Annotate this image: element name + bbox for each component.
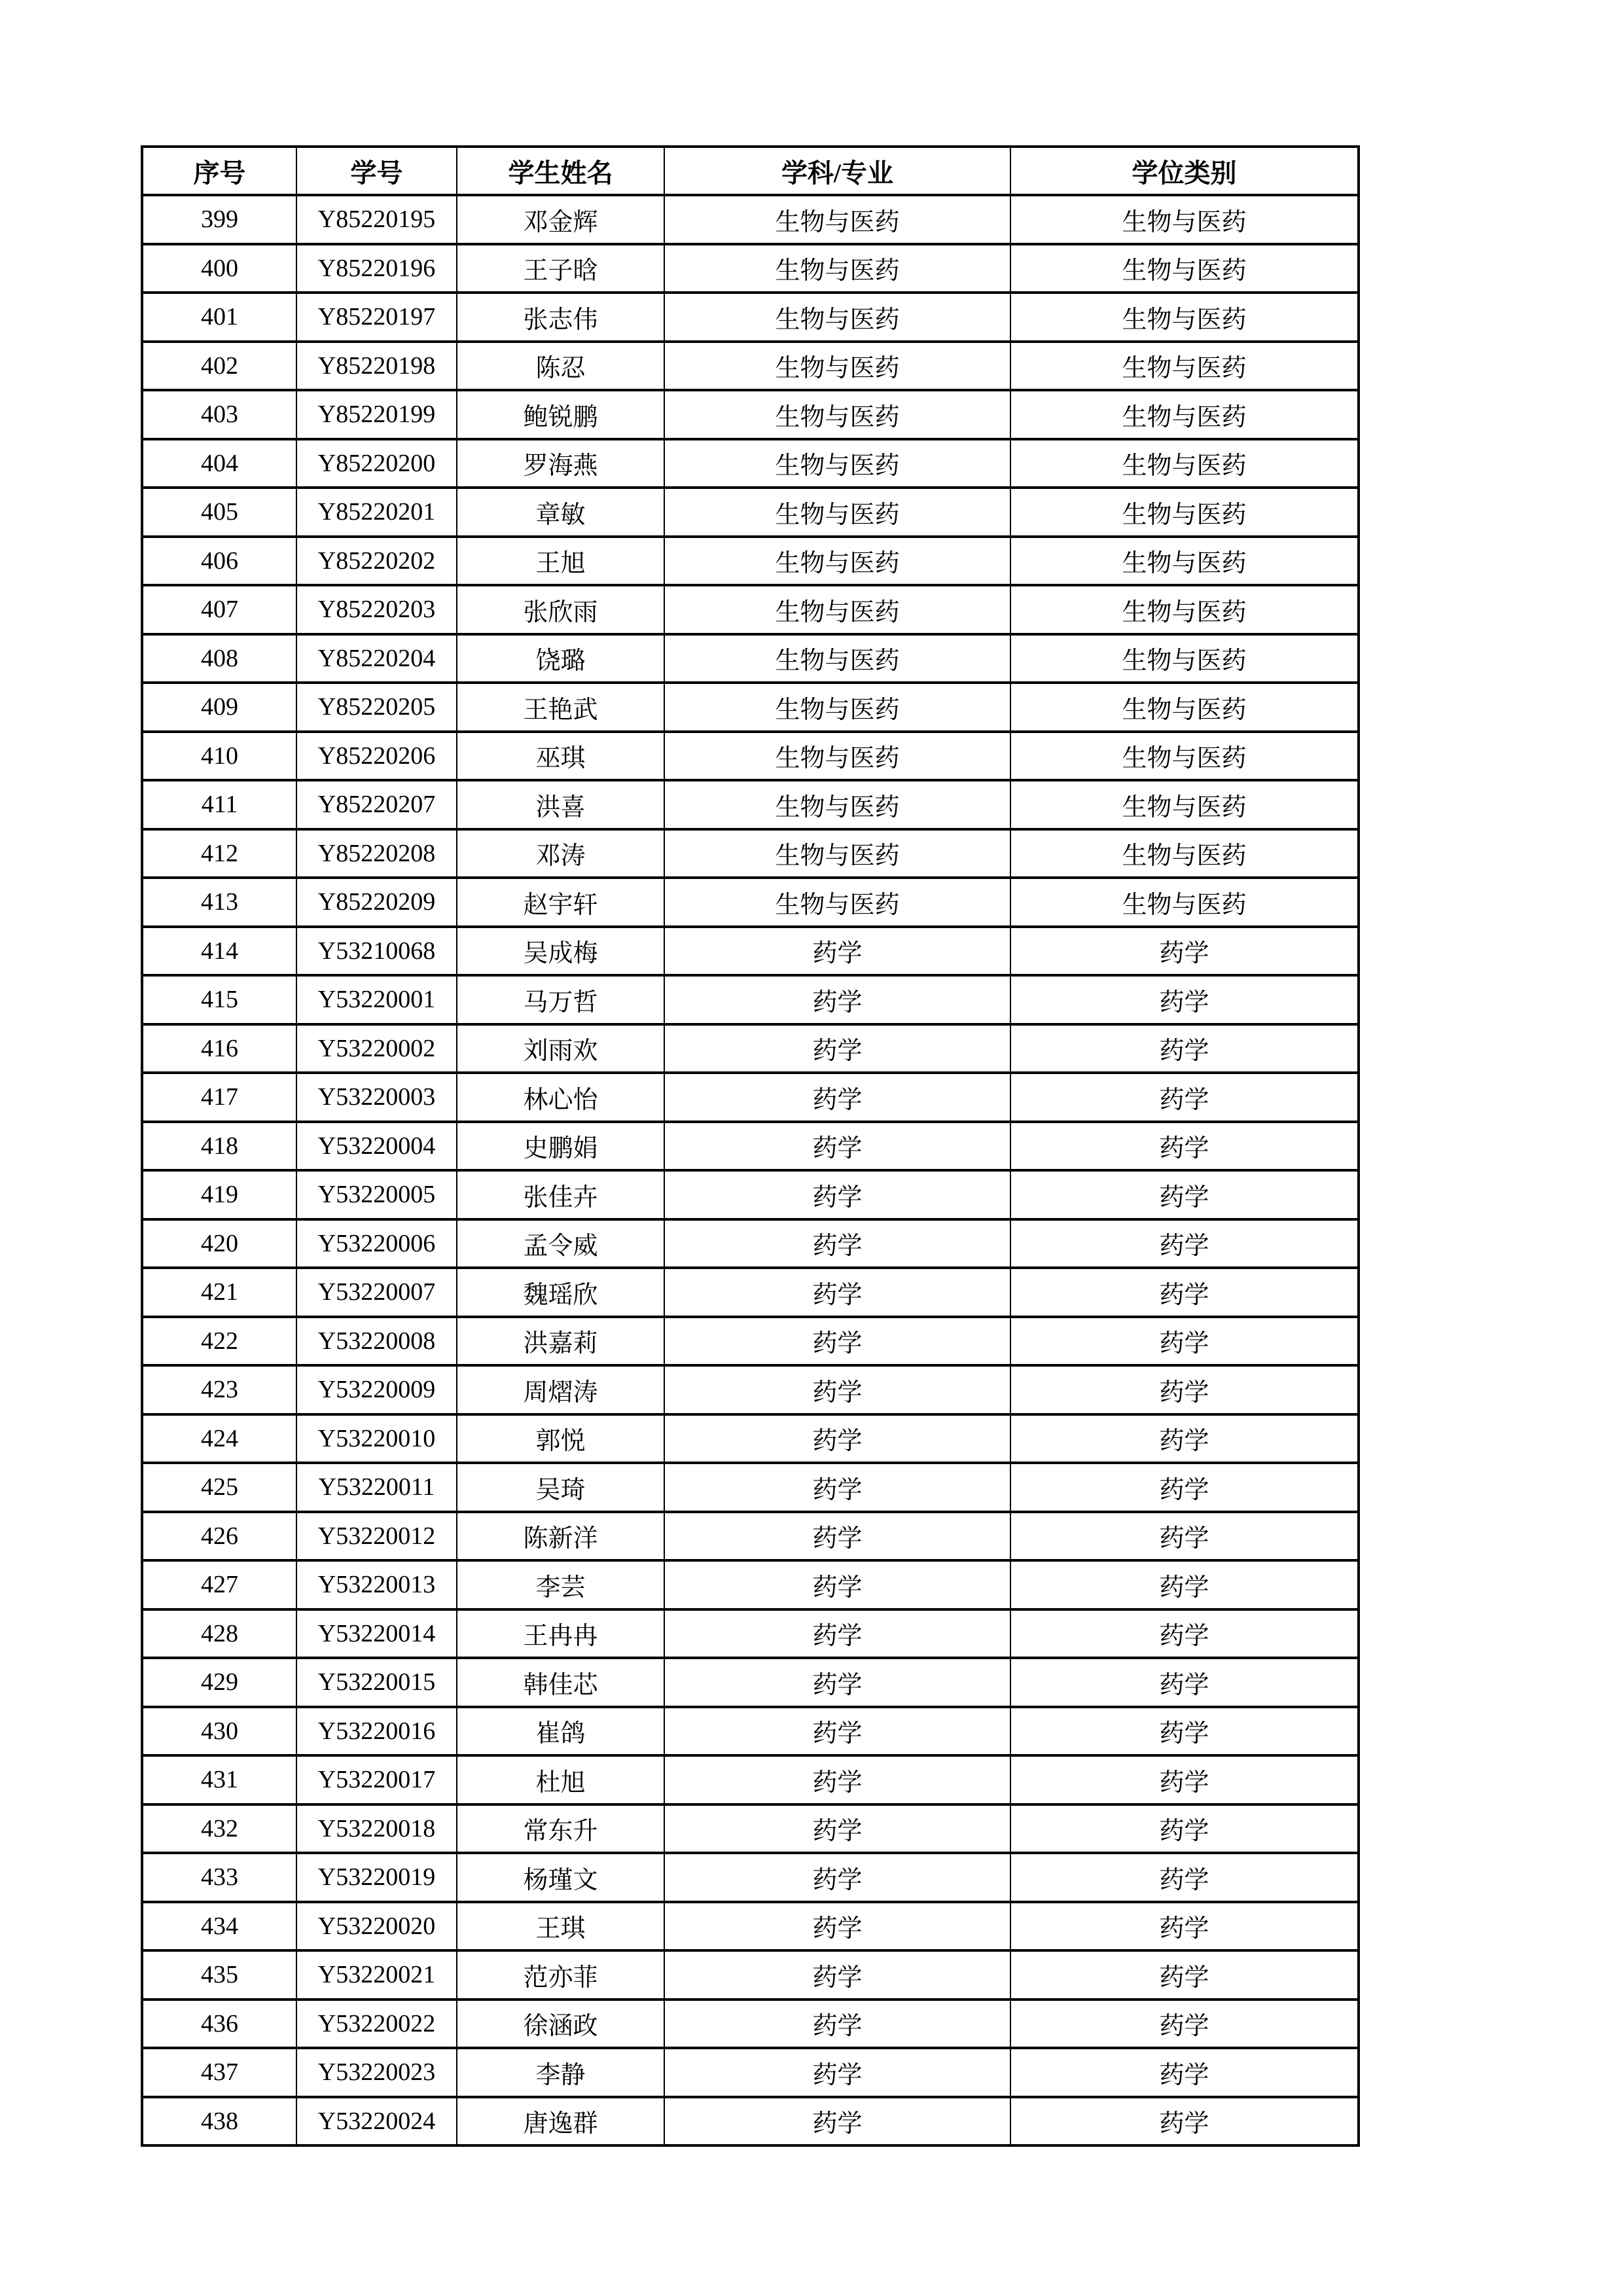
cell-degree-type: 药学: [1010, 1170, 1359, 1219]
cell-degree-type: 药学: [1010, 1219, 1359, 1268]
table-row: [142, 780, 1359, 829]
cell-index: 437: [142, 2048, 296, 2097]
cell-index: 429: [142, 1658, 296, 1707]
cell-index: 432: [142, 1804, 296, 1854]
cell-student-name: 邓金辉: [457, 195, 664, 244]
cell-major: 生物与医药: [664, 634, 1010, 683]
cell-index: 414: [142, 927, 296, 976]
cell-index: 425: [142, 1463, 296, 1512]
header-cell-student-name: 学生姓名: [457, 147, 664, 195]
cell-student-name: 吴成梅: [457, 927, 664, 976]
table-row: [142, 1317, 1359, 1366]
table-row: [142, 683, 1359, 732]
cell-student-name: 崔鸽: [457, 1707, 664, 1756]
table-row: [142, 2097, 1359, 2146]
cell-student-name: 李芸: [457, 1560, 664, 1609]
cell-student-id: Y53220008: [296, 1317, 457, 1366]
cell-index: 433: [142, 1853, 296, 1902]
cell-student-name: 鲍锐鹏: [457, 390, 664, 439]
cell-student-name: 张佳卉: [457, 1170, 664, 1219]
cell-major: 药学: [664, 2000, 1010, 2049]
cell-degree-type: 药学: [1010, 1024, 1359, 1073]
cell-student-id: Y53220004: [296, 1122, 457, 1171]
table-row: [142, 1853, 1359, 1902]
cell-student-id: Y85220206: [296, 732, 457, 781]
cell-degree-type: 生物与医药: [1010, 293, 1359, 342]
cell-student-name: 洪嘉莉: [457, 1317, 664, 1366]
cell-index: 434: [142, 1902, 296, 1951]
cell-degree-type: 药学: [1010, 2048, 1359, 2097]
table-row: [142, 975, 1359, 1024]
cell-major: 药学: [664, 975, 1010, 1024]
cell-student-id: Y85220202: [296, 537, 457, 586]
table-row: [142, 1755, 1359, 1804]
cell-major: 药学: [664, 1804, 1010, 1854]
table-row: [142, 244, 1359, 293]
cell-major: 药学: [664, 1024, 1010, 1073]
cell-major: 药学: [664, 1268, 1010, 1317]
cell-index: 412: [142, 829, 296, 878]
cell-major: 药学: [664, 1219, 1010, 1268]
header-cell-major: 学科/专业: [664, 147, 1010, 195]
cell-student-name: 孟令威: [457, 1219, 664, 1268]
cell-index: 409: [142, 683, 296, 732]
table-row: [142, 1560, 1359, 1609]
cell-major: 药学: [664, 2048, 1010, 2097]
table-row: [142, 2000, 1359, 2049]
cell-index: 404: [142, 439, 296, 488]
cell-student-id: Y85220203: [296, 585, 457, 634]
cell-major: 生物与医药: [664, 390, 1010, 439]
cell-degree-type: 药学: [1010, 1512, 1359, 1561]
cell-degree-type: 药学: [1010, 1804, 1359, 1854]
cell-student-id: Y53220012: [296, 1512, 457, 1561]
cell-major: 药学: [664, 1950, 1010, 2000]
cell-student-name: 陈忍: [457, 342, 664, 391]
table-row: [142, 293, 1359, 342]
cell-student-id: Y53220001: [296, 975, 457, 1024]
cell-student-id: Y85220197: [296, 293, 457, 342]
cell-student-name: 李静: [457, 2048, 664, 2097]
cell-degree-type: 生物与医药: [1010, 195, 1359, 244]
cell-major: 药学: [664, 1560, 1010, 1609]
cell-major: 生物与医药: [664, 780, 1010, 829]
table-row: [142, 1268, 1359, 1317]
cell-degree-type: 药学: [1010, 927, 1359, 976]
cell-degree-type: 生物与医药: [1010, 585, 1359, 634]
cell-index: 438: [142, 2097, 296, 2146]
cell-major: 药学: [664, 1658, 1010, 1707]
cell-major: 药学: [664, 927, 1010, 976]
cell-student-id: Y53220011: [296, 1463, 457, 1512]
cell-student-name: 徐涵政: [457, 2000, 664, 2049]
cell-student-id: Y53220016: [296, 1707, 457, 1756]
table-row: [142, 1707, 1359, 1756]
cell-student-name: 周熠涛: [457, 1365, 664, 1414]
cell-student-id: Y85220208: [296, 829, 457, 878]
cell-index: 410: [142, 732, 296, 781]
cell-degree-type: 药学: [1010, 975, 1359, 1024]
table-row: [142, 829, 1359, 878]
cell-degree-type: 药学: [1010, 1658, 1359, 1707]
cell-major: 生物与医药: [664, 585, 1010, 634]
cell-major: 生物与医药: [664, 195, 1010, 244]
cell-student-id: Y53220013: [296, 1560, 457, 1609]
cell-student-name: 王艳武: [457, 683, 664, 732]
cell-student-id: Y53220002: [296, 1024, 457, 1073]
cell-major: 生物与医药: [664, 293, 1010, 342]
header-cell-student-id: 学号: [296, 147, 457, 195]
cell-degree-type: 生物与医药: [1010, 732, 1359, 781]
table-row: [142, 537, 1359, 586]
cell-student-name: 洪喜: [457, 780, 664, 829]
cell-student-name: 王琪: [457, 1902, 664, 1951]
cell-degree-type: 生物与医药: [1010, 488, 1359, 537]
table-row: [142, 439, 1359, 488]
table-row: [142, 1658, 1359, 1707]
cell-student-id: Y53220014: [296, 1609, 457, 1659]
cell-degree-type: 药学: [1010, 2000, 1359, 2049]
cell-student-id: Y85220198: [296, 342, 457, 391]
cell-degree-type: 生物与医药: [1010, 878, 1359, 927]
cell-degree-type: 生物与医药: [1010, 780, 1359, 829]
cell-index: 426: [142, 1512, 296, 1561]
cell-student-id: Y53220023: [296, 2048, 457, 2097]
cell-major: 生物与医药: [664, 829, 1010, 878]
cell-major: 药学: [664, 1317, 1010, 1366]
cell-degree-type: 生物与医药: [1010, 342, 1359, 391]
cell-degree-type: 药学: [1010, 1463, 1359, 1512]
table-row: [142, 1219, 1359, 1268]
cell-student-id: Y53220007: [296, 1268, 457, 1317]
table-row: [142, 1804, 1359, 1854]
cell-degree-type: 药学: [1010, 1073, 1359, 1122]
cell-index: 421: [142, 1268, 296, 1317]
cell-degree-type: 药学: [1010, 1268, 1359, 1317]
cell-major: 药学: [664, 1707, 1010, 1756]
cell-major: 药学: [664, 1755, 1010, 1804]
cell-degree-type: 药学: [1010, 1365, 1359, 1414]
cell-student-name: 林心怡: [457, 1073, 664, 1122]
cell-index: 402: [142, 342, 296, 391]
table-row: [142, 1950, 1359, 2000]
table-row: [142, 1463, 1359, 1512]
cell-major: 药学: [664, 1463, 1010, 1512]
cell-student-id: Y85220204: [296, 634, 457, 683]
cell-index: 407: [142, 585, 296, 634]
cell-index: 420: [142, 1219, 296, 1268]
cell-degree-type: 药学: [1010, 1560, 1359, 1609]
cell-index: 400: [142, 244, 296, 293]
cell-index: 416: [142, 1024, 296, 1073]
cell-major: 药学: [664, 1365, 1010, 1414]
cell-index: 424: [142, 1414, 296, 1463]
cell-student-id: Y85220196: [296, 244, 457, 293]
cell-major: 药学: [664, 1902, 1010, 1951]
cell-student-id: Y53210068: [296, 927, 457, 976]
cell-index: 436: [142, 2000, 296, 2049]
cell-index: 408: [142, 634, 296, 683]
cell-index: 406: [142, 537, 296, 586]
cell-student-id: Y53220015: [296, 1658, 457, 1707]
cell-index: 428: [142, 1609, 296, 1659]
cell-degree-type: 药学: [1010, 2097, 1359, 2146]
table-row: [142, 878, 1359, 927]
table-row: [142, 1902, 1359, 1951]
cell-student-id: Y85220209: [296, 878, 457, 927]
table-row: [142, 488, 1359, 537]
cell-degree-type: 药学: [1010, 1755, 1359, 1804]
cell-index: 405: [142, 488, 296, 537]
cell-student-id: Y85220195: [296, 195, 457, 244]
cell-index: 401: [142, 293, 296, 342]
table-row: [142, 634, 1359, 683]
cell-student-name: 杜旭: [457, 1755, 664, 1804]
cell-index: 399: [142, 195, 296, 244]
cell-major: 生物与医药: [664, 683, 1010, 732]
table-row: [142, 1609, 1359, 1659]
cell-degree-type: 药学: [1010, 1902, 1359, 1951]
cell-index: 413: [142, 878, 296, 927]
cell-degree-type: 药学: [1010, 1414, 1359, 1463]
cell-major: 生物与医药: [664, 342, 1010, 391]
table-row: [142, 1024, 1359, 1073]
cell-student-id: Y53220021: [296, 1950, 457, 2000]
cell-student-name: 赵宇轩: [457, 878, 664, 927]
table-row: [142, 1414, 1359, 1463]
document-sheet: [141, 145, 1360, 2147]
cell-student-name: 张志伟: [457, 293, 664, 342]
cell-index: 431: [142, 1755, 296, 1804]
cell-index: 435: [142, 1950, 296, 2000]
cell-student-name: 唐逸群: [457, 2097, 664, 2146]
cell-student-name: 张欣雨: [457, 585, 664, 634]
cell-student-id: Y85220200: [296, 439, 457, 488]
cell-student-name: 范亦菲: [457, 1950, 664, 2000]
cell-index: 430: [142, 1707, 296, 1756]
cell-index: 403: [142, 390, 296, 439]
cell-student-name: 巫琪: [457, 732, 664, 781]
student-table: [141, 145, 1360, 2147]
table-header: [142, 147, 1359, 195]
cell-index: 417: [142, 1073, 296, 1122]
header-cell-index: 序号: [142, 147, 296, 195]
table-row: [142, 342, 1359, 391]
cell-major: 药学: [664, 1853, 1010, 1902]
cell-major: 生物与医药: [664, 732, 1010, 781]
cell-major: 生物与医药: [664, 878, 1010, 927]
cell-student-id: Y53220017: [296, 1755, 457, 1804]
table-row: [142, 390, 1359, 439]
cell-student-name: 吴琦: [457, 1463, 664, 1512]
cell-student-name: 马万哲: [457, 975, 664, 1024]
cell-student-id: Y53220024: [296, 2097, 457, 2146]
cell-degree-type: 药学: [1010, 1609, 1359, 1659]
cell-degree-type: 生物与医药: [1010, 829, 1359, 878]
cell-student-name: 王冉冉: [457, 1609, 664, 1659]
cell-student-id: Y85220201: [296, 488, 457, 537]
cell-degree-type: 生物与医药: [1010, 634, 1359, 683]
table-row: [142, 585, 1359, 634]
cell-student-name: 常东升: [457, 1804, 664, 1854]
cell-student-id: Y85220205: [296, 683, 457, 732]
cell-major: 药学: [664, 1609, 1010, 1659]
cell-student-id: Y53220006: [296, 1219, 457, 1268]
cell-degree-type: 药学: [1010, 1950, 1359, 2000]
cell-student-name: 刘雨欢: [457, 1024, 664, 1073]
cell-student-name: 邓涛: [457, 829, 664, 878]
cell-student-name: 王子晗: [457, 244, 664, 293]
cell-index: 418: [142, 1122, 296, 1171]
cell-student-name: 罗海燕: [457, 439, 664, 488]
cell-student-id: Y53220020: [296, 1902, 457, 1951]
cell-student-name: 王旭: [457, 537, 664, 586]
cell-major: 生物与医药: [664, 439, 1010, 488]
table-row: [142, 1122, 1359, 1171]
cell-major: 药学: [664, 1170, 1010, 1219]
cell-major: 药学: [664, 1122, 1010, 1171]
cell-student-name: 杨瑾文: [457, 1853, 664, 1902]
header-row: [142, 147, 1359, 195]
table-row: [142, 927, 1359, 976]
table-body: [142, 195, 1359, 2145]
cell-student-id: Y53220019: [296, 1853, 457, 1902]
cell-student-name: 饶璐: [457, 634, 664, 683]
cell-student-id: Y53220005: [296, 1170, 457, 1219]
table-row: [142, 1512, 1359, 1561]
cell-major: 生物与医药: [664, 537, 1010, 586]
cell-degree-type: 生物与医药: [1010, 390, 1359, 439]
cell-student-id: Y53220018: [296, 1804, 457, 1854]
cell-major: 药学: [664, 1073, 1010, 1122]
cell-student-id: Y53220010: [296, 1414, 457, 1463]
cell-student-name: 韩佳芯: [457, 1658, 664, 1707]
cell-index: 415: [142, 975, 296, 1024]
cell-student-name: 郭悦: [457, 1414, 664, 1463]
cell-student-id: Y53220009: [296, 1365, 457, 1414]
table-row: [142, 1170, 1359, 1219]
table-row: [142, 1365, 1359, 1414]
table-row: [142, 732, 1359, 781]
table-row: [142, 2048, 1359, 2097]
cell-degree-type: 药学: [1010, 1707, 1359, 1756]
cell-major: 生物与医药: [664, 488, 1010, 537]
table-row: [142, 195, 1359, 244]
header-cell-degree-type: 学位类别: [1010, 147, 1359, 195]
cell-major: 药学: [664, 2097, 1010, 2146]
cell-student-name: 魏瑶欣: [457, 1268, 664, 1317]
cell-degree-type: 药学: [1010, 1122, 1359, 1171]
cell-major: 生物与医药: [664, 244, 1010, 293]
table-row: [142, 1073, 1359, 1122]
cell-major: 药学: [664, 1414, 1010, 1463]
cell-student-id: Y53220003: [296, 1073, 457, 1122]
cell-student-id: Y85220207: [296, 780, 457, 829]
cell-student-name: 史鹏娟: [457, 1122, 664, 1171]
cell-student-name: 陈新洋: [457, 1512, 664, 1561]
cell-major: 药学: [664, 1512, 1010, 1561]
cell-student-id: Y85220199: [296, 390, 457, 439]
cell-degree-type: 生物与医药: [1010, 537, 1359, 586]
cell-index: 411: [142, 780, 296, 829]
cell-degree-type: 生物与医药: [1010, 439, 1359, 488]
cell-index: 423: [142, 1365, 296, 1414]
cell-index: 419: [142, 1170, 296, 1219]
cell-student-name: 章敏: [457, 488, 664, 537]
cell-student-id: Y53220022: [296, 2000, 457, 2049]
cell-index: 422: [142, 1317, 296, 1366]
cell-degree-type: 药学: [1010, 1853, 1359, 1902]
cell-degree-type: 生物与医药: [1010, 683, 1359, 732]
cell-degree-type: 药学: [1010, 1317, 1359, 1366]
cell-index: 427: [142, 1560, 296, 1609]
cell-degree-type: 生物与医药: [1010, 244, 1359, 293]
